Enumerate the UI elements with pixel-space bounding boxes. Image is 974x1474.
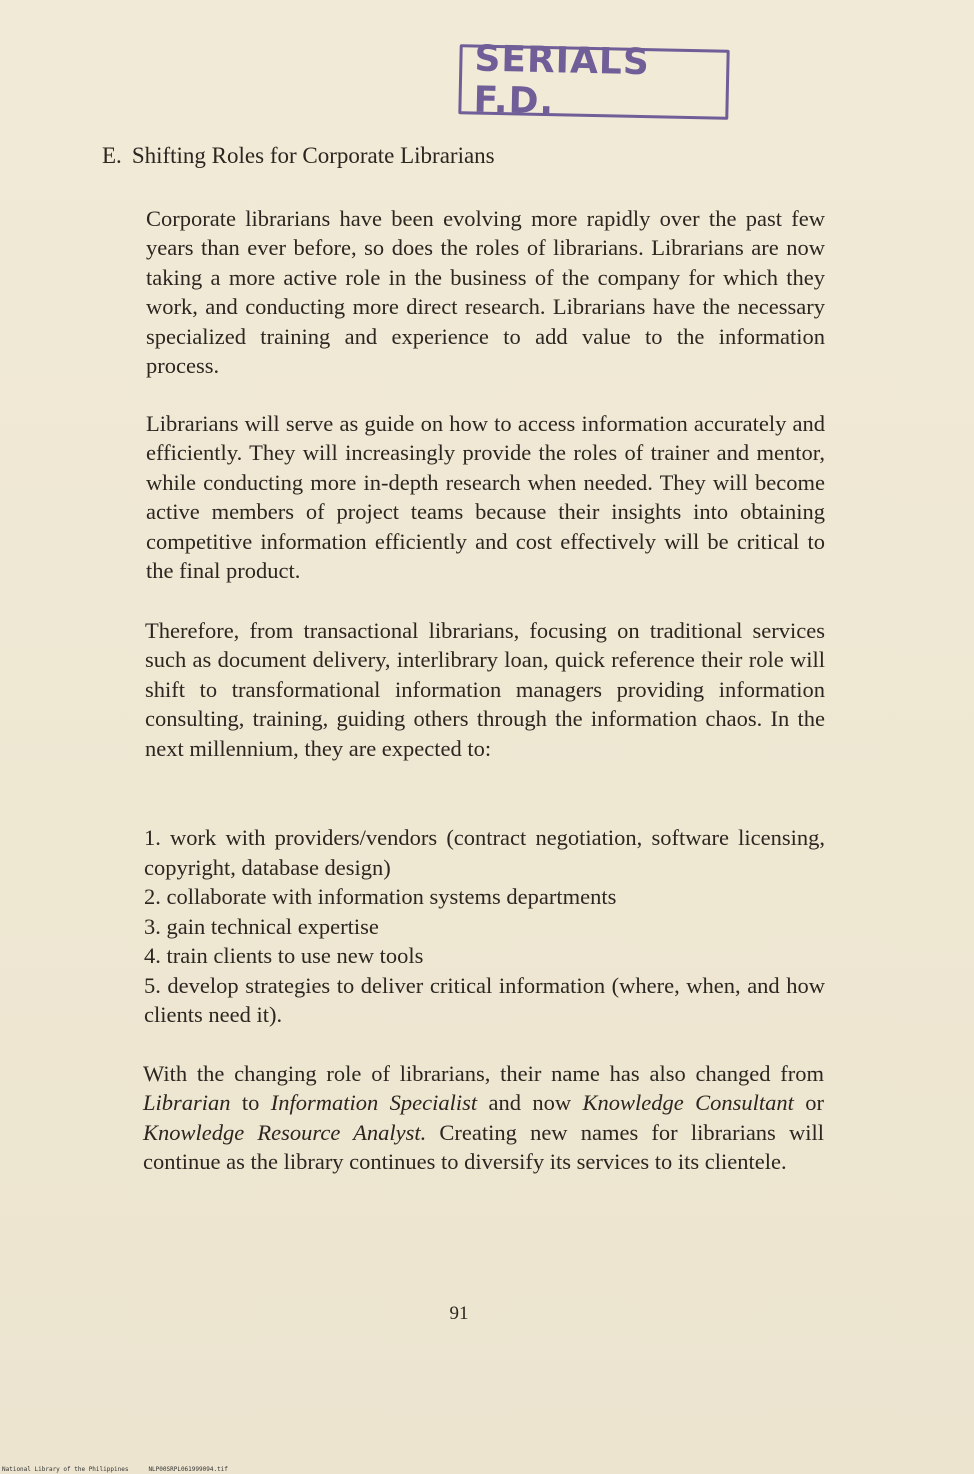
- term-knowledge-consultant: Knowledge Consultant: [582, 1090, 794, 1116]
- footer-source: National Library of the Philippines: [2, 1466, 129, 1473]
- section-heading: [102, 143, 495, 169]
- serials-stamp: [458, 38, 729, 123]
- page-number: 91: [449, 1303, 469, 1324]
- list-item: 2. collaborate with information systems departments: [144, 884, 617, 909]
- section-title: Shifting Roles for Corporate Librarians: [131, 143, 495, 168]
- closing-text: With the changing role of librarians, their name has also changed from: [143, 1061, 824, 1086]
- stamp-text: SERIALS F.D.: [473, 38, 651, 123]
- closing-text: to: [230, 1090, 271, 1116]
- footer-file: NLP00SRPL061999094.tif: [148, 1466, 228, 1473]
- list-item: 1. work with providers/vendors (contract negotiation, software licensing, copyright, database design): [144, 825, 825, 880]
- paragraph-closing: [143, 1059, 824, 1177]
- term-librarian: Librarian: [143, 1090, 231, 1116]
- list-item: 3. gain technical expertise: [144, 913, 379, 939]
- term-information-specialist: Information Specialist: [270, 1090, 478, 1116]
- closing-text: Creating new names for librarians will continue as the library continues to diversify its services to its clientele.: [143, 1119, 825, 1175]
- section-marker: E.: [102, 143, 122, 168]
- paragraph-2: Librarians will serve as guide on how to access information accurately and efficiently. They will increasingly provide the roles of trainer and mentor, while conducting more in-depth research when needed. They will become active members of project teams because their insights into obtaining competitive information efficiently and cost effectively will be critical to the final product.: [146, 411, 825, 584]
- list-item: 4. train clients to use new tools: [144, 943, 424, 968]
- closing-text: or: [793, 1090, 824, 1116]
- closing-text: and now: [477, 1090, 583, 1116]
- term-knowledge-resource-analyst: Knowledge Resource Analyst.: [143, 1119, 427, 1145]
- scan-footer: [2, 1466, 228, 1473]
- expectations-list: [144, 823, 825, 1030]
- paragraph-1: Corporate librarians have been evolving more rapidly over the past few years than ever before, so does the roles of librarians. Librarians are now taking a more active role in the business of the company for which they work, and conducting more direct research. Librarians have the necessary specialized training and experience to add value to the information process.: [146, 206, 825, 379]
- paragraph-3: Therefore, from transactional librarians, focusing on traditional services such as document delivery, interlibrary loan, quick reference their role will shift to transformational information managers providing information consulting, training, guiding others through the information chaos. In the next millennium, they are expected to:: [145, 618, 825, 761]
- list-item: 5. develop strategies to deliver critical information (where, when, and how clients need it).: [144, 972, 825, 1027]
